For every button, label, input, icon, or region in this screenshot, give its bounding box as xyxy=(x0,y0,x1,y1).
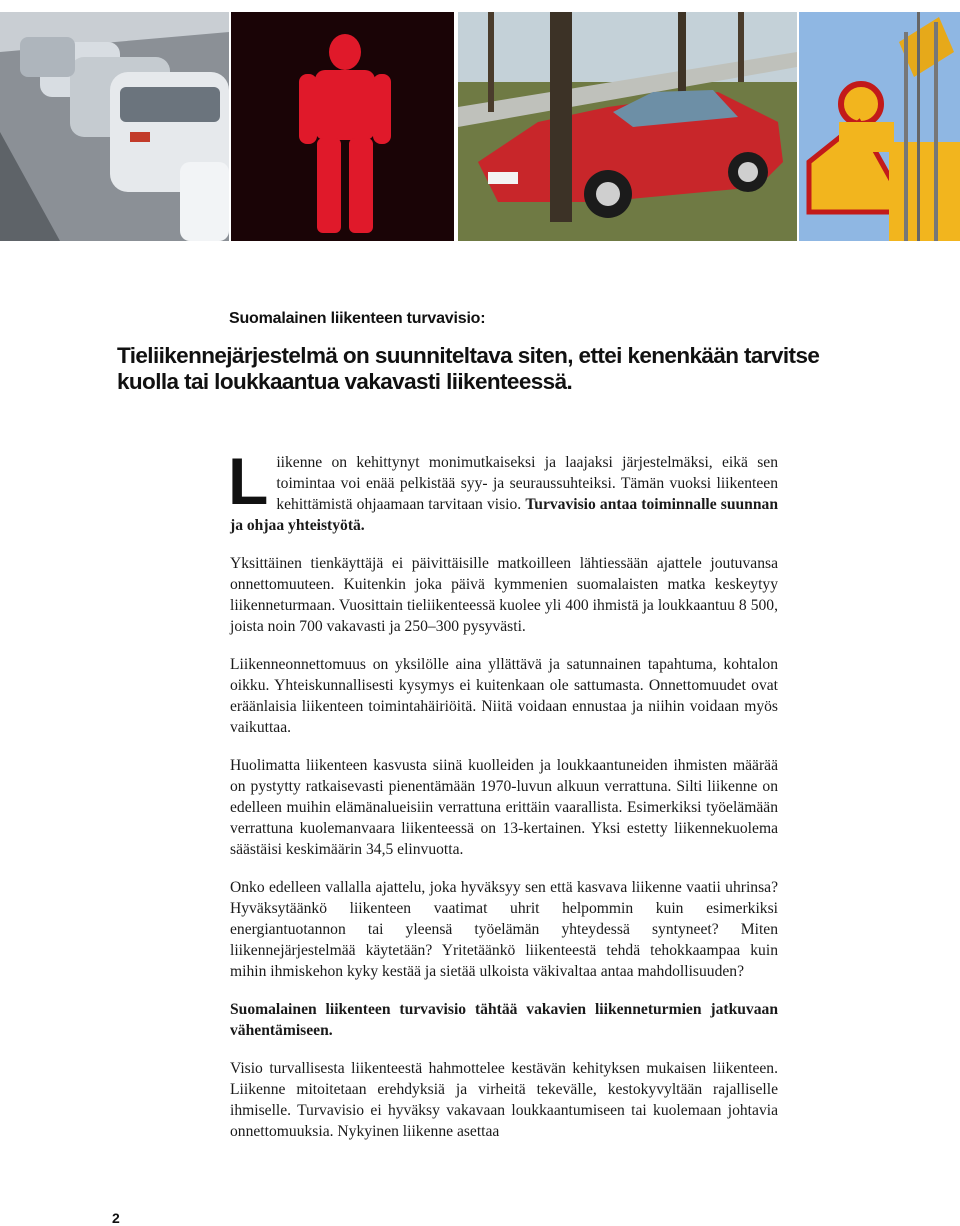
lead-emphasis: Turvavisio antaa toiminnalle suunnan ja ohjaa yhteistyötä. xyxy=(230,496,778,534)
final-paragraph: Visio turvallisesta liikenteestä hahmottelee kestävän kehityksen mukaisen liikenteen. Liikenne mitoitetaan erehdyksiä ja virheitä tekevälle, kestokyvyltään rajalliselle ihmiselle. Turvavisio ei hyväksy vakavaan loukkaantumiseen tai kuolemaan johtavia onnettomuuksia. Nykyinen liikenne asettaa xyxy=(230,1060,778,1140)
paragraph-2: Liikenneonnettomuus on yksilölle aina yllättävä ja satunnainen tapahtuma, kohtalon oikku. Yhteiskunnallisesti kysymys ei kuitenkaan ole sattumasta. Onnettomuudet ovat eräänlaisia liikenteen toimintahäiriöitä. Niitä voidaan ennustaa ja niihin voidaan myös vaikuttaa. xyxy=(230,656,778,736)
photo-strip xyxy=(0,12,960,241)
kicker-heading: Suomalainen liikenteen turvavisio: xyxy=(229,310,486,327)
page-number: 2 xyxy=(112,1210,120,1226)
lead-paragraph xyxy=(228,444,778,536)
page-headline: Tieliikennejärjestelmä on suunniteltava siten, ettei kenenkään tarvitse kuolla tai loukkaantua vakavasti liikenteessä. xyxy=(117,343,820,394)
paragraph-3: Huolimatta liikenteen kasvusta siinä kuolleiden ja loukkaantuneiden ihmisten määrää on pystytty ratkaisevasti pienentämään 1970-luvun alkuun verrattuna. Silti liikenne on edelleen muihin elämänalueisiin verrattuna erittäin vaarallista. Esimerkiksi työelämään verrattuna kuolemanvaara liikenteessä on 13-kertainen. Yksi estetty liikennekuolema säästäisi keskimäärin 34,5 elinvuotta. xyxy=(230,757,778,858)
paragraph-1: Yksittäinen tienkäyttäjä ei päivittäisille matkoilleen lähtiessään ajattele joutuvansa onnettomuuteen. Kuitenkin joka päivä kymmenien suomalaisten matka keskeytyy liikenneturmaan. Vuosittain tieliikenteessä kuolee yli 400 ihmistä ja loukkaantuu 8 500, joista noin 700 vakavasti ja 250–300 pysyvästi. xyxy=(230,555,778,635)
photo-traffic-signs xyxy=(799,12,960,241)
photo-red-pedestrian-signal xyxy=(231,12,454,241)
photo-parked-cars xyxy=(0,12,229,241)
subheading: Suomalainen liikenteen turvavisio tähtää vakavien liikenneturmien jatkuvaan vähentämiseen. xyxy=(230,1001,778,1039)
lead-text: iikenne on kehittynyt monimutkaiseksi ja laajaksi järjestelmäksi, eikä sen toimintaa voi enää pelkistää syy- ja seuraussuhteiksi. Tämän vuoksi liikenteen kehittämistä ohjaamaan tarvitaan visio. xyxy=(276,454,778,513)
photo-car-crash-into-tree xyxy=(458,12,797,241)
drop-cap: L xyxy=(228,444,269,518)
body-text xyxy=(228,444,778,1159)
paragraph-4: Onko edelleen vallalla ajattelu, joka hyväksyy sen että kasvava liikenne vaatii uhrinsa? Hyväksytäänkö liikenteen vaatimat uhrit helpommin kuin esimerkiksi energiantuotannon tai yleensä työelämän yhteydessä syntyneet? Miten liikennejärjestelmää käytetään? Yritetäänkö liikenteestä tehdä tehokkaampaa kuin mihin ihmiskehon kyky kestää ja sietää ulkoista väkivaltaa antaa mahdollisuuden? xyxy=(230,879,778,980)
